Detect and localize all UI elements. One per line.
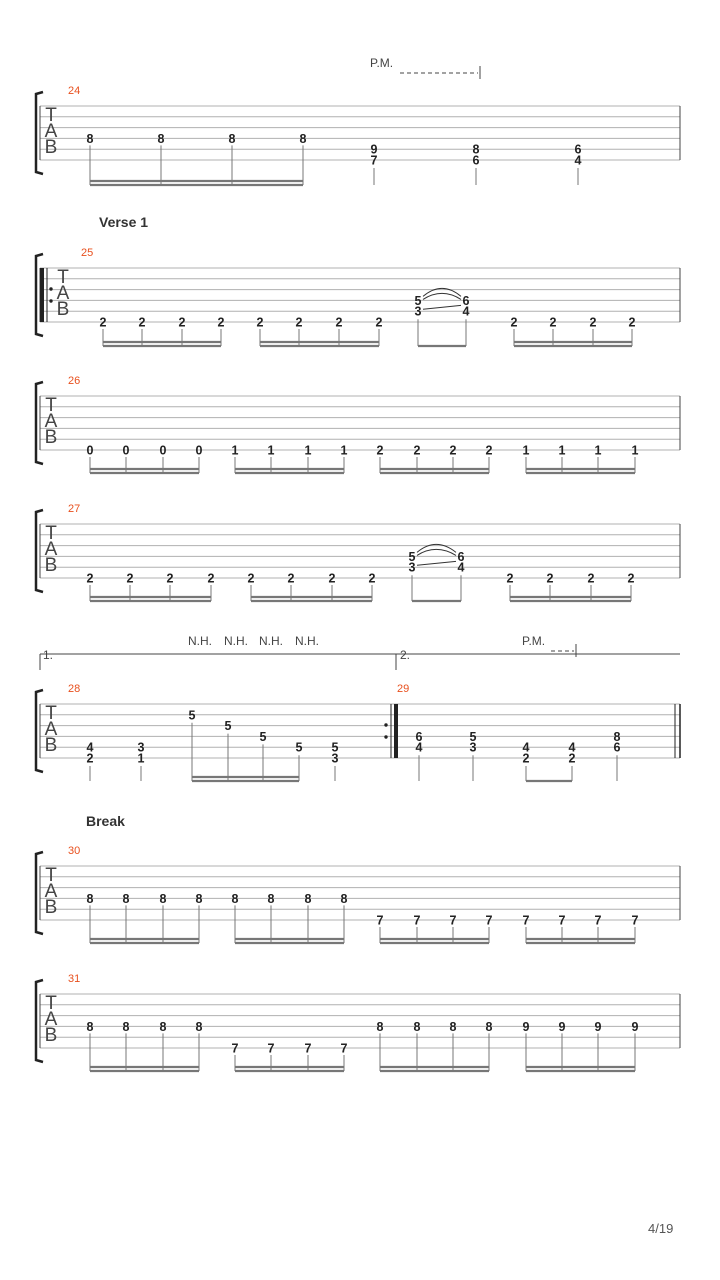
repeat-dot: [49, 287, 52, 290]
fret-number: 0: [86, 443, 94, 458]
fret-number: 2: [178, 315, 186, 330]
measure-number: 29: [397, 683, 410, 695]
fret-number: 6: [457, 549, 465, 564]
repeat-dot: [384, 723, 387, 726]
fret-number: 8: [86, 131, 94, 146]
fret-number: 9: [370, 142, 378, 157]
fret-number: 6: [472, 153, 480, 168]
tab-clef-a: A: [56, 283, 70, 304]
measure-number: 26: [68, 375, 81, 387]
fret-number: 6: [613, 740, 621, 755]
fret-number: 7: [522, 913, 530, 928]
tab-clef-a: A: [44, 121, 58, 142]
fret-number: 8: [472, 142, 480, 157]
fret-number: 8: [122, 1019, 130, 1034]
fret-number: 8: [159, 1019, 167, 1034]
fret-number: 9: [558, 1019, 566, 1034]
fret-number: 1: [304, 443, 312, 458]
fret-number: 5: [331, 740, 339, 755]
fret-number: 2: [449, 443, 457, 458]
fret-number: 7: [449, 913, 457, 928]
fret-number: 3: [469, 740, 477, 755]
fret-number: 2: [295, 315, 303, 330]
fret-number: 8: [304, 891, 312, 906]
tab-clef-b: B: [44, 1025, 58, 1046]
fret-number: 8: [376, 1019, 384, 1034]
slide-line: [423, 305, 461, 309]
fret-number: 5: [259, 729, 267, 744]
tab-clef-a: A: [44, 539, 58, 560]
fret-number: 2: [376, 443, 384, 458]
fret-number: 8: [231, 891, 239, 906]
fret-number: 4: [86, 740, 94, 755]
tab-clef-a: A: [44, 881, 58, 902]
fret-number: 0: [122, 443, 130, 458]
fret-number: 8: [449, 1019, 457, 1034]
tab-clef-a: A: [44, 411, 58, 432]
fret-number: 7: [631, 913, 639, 928]
fret-number: 4: [574, 153, 582, 168]
measure-number: 24: [68, 85, 81, 97]
tab-clef-t: T: [45, 105, 57, 126]
fret-number: 2: [628, 315, 636, 330]
natural-harmonic-label: N.H.: [188, 634, 212, 648]
fret-number: 1: [340, 443, 348, 458]
fret-number: 8: [299, 131, 307, 146]
fret-number: 8: [86, 891, 94, 906]
fret-number: 2: [546, 571, 554, 586]
tab-clef-b: B: [44, 555, 58, 576]
tab-clef-t: T: [57, 267, 69, 288]
fret-number: 1: [631, 443, 639, 458]
fret-number: 7: [485, 913, 493, 928]
fret-number: 5: [408, 549, 416, 564]
fret-number: 8: [159, 891, 167, 906]
repeat-bar-thick: [40, 268, 44, 322]
fret-number: 3: [137, 740, 145, 755]
fret-number: 7: [376, 913, 384, 928]
fret-number: 8: [195, 1019, 203, 1034]
fret-number: 4: [522, 740, 530, 755]
fret-number: 7: [267, 1041, 275, 1056]
fret-number: 8: [157, 131, 165, 146]
fret-number: 3: [414, 304, 422, 319]
tab-clef-b: B: [44, 897, 58, 918]
repeat-dot: [384, 735, 387, 738]
fret-number: 3: [408, 560, 416, 575]
fret-number: 2: [506, 571, 514, 586]
fret-number: 2: [413, 443, 421, 458]
fret-number: 8: [228, 131, 236, 146]
fret-number: 5: [469, 729, 477, 744]
fret-number: 7: [231, 1041, 239, 1056]
volta-1-label: 1.: [43, 648, 54, 662]
fret-number: 2: [86, 751, 94, 766]
fret-number: 7: [304, 1041, 312, 1056]
volta-2-label: 2.: [400, 648, 411, 662]
measure-number: 28: [68, 683, 81, 695]
tab-clef-a: A: [44, 1009, 58, 1030]
fret-number: 2: [587, 571, 595, 586]
fret-number: 2: [207, 571, 215, 586]
repeat-bar-thick: [394, 704, 398, 758]
measure-number: 31: [68, 973, 81, 985]
tab-clef-b: B: [44, 137, 58, 158]
fret-number: 8: [195, 891, 203, 906]
fret-number: 2: [568, 751, 576, 766]
natural-harmonic-label: N.H.: [295, 634, 319, 648]
fret-number: 4: [568, 740, 576, 755]
fret-number: 8: [122, 891, 130, 906]
fret-number: 2: [368, 571, 376, 586]
fret-number: 4: [415, 740, 423, 755]
fret-number: 2: [138, 315, 146, 330]
fret-number: 8: [86, 1019, 94, 1034]
fret-number: 9: [631, 1019, 639, 1034]
tab-clef-t: T: [45, 395, 57, 416]
fret-number: 1: [558, 443, 566, 458]
tab-clef-b: B: [56, 299, 70, 320]
fret-number: 8: [413, 1019, 421, 1034]
fret-number: 2: [166, 571, 174, 586]
fret-number: 5: [188, 708, 196, 723]
tab-clef-t: T: [45, 993, 57, 1014]
fret-number: 7: [413, 913, 421, 928]
repeat-dot: [49, 299, 52, 302]
fret-number: 9: [522, 1019, 530, 1034]
fret-number: 6: [415, 729, 423, 744]
fret-number: 2: [217, 315, 225, 330]
fret-number: 5: [414, 293, 422, 308]
fret-number: 2: [485, 443, 493, 458]
fret-number: 2: [522, 751, 530, 766]
hammer-on-slur: [423, 293, 461, 299]
fret-number: 4: [462, 304, 470, 319]
fret-number: 2: [126, 571, 134, 586]
fret-number: 2: [510, 315, 518, 330]
fret-number: 2: [256, 315, 264, 330]
measure-number: 27: [68, 503, 81, 515]
fret-number: 2: [247, 571, 255, 586]
natural-harmonic-label: N.H.: [259, 634, 283, 648]
tab-clef-b: B: [44, 735, 58, 756]
page-number: 4/19: [648, 1221, 674, 1236]
tab-clef-t: T: [45, 703, 57, 724]
fret-number: 1: [137, 751, 145, 766]
fret-number: 8: [613, 729, 621, 744]
fret-number: 0: [195, 443, 203, 458]
natural-harmonic-label: N.H.: [224, 634, 248, 648]
fret-number: 1: [231, 443, 239, 458]
fret-number: 5: [224, 719, 232, 734]
section-label: Verse 1: [99, 214, 149, 230]
fret-number: 1: [522, 443, 530, 458]
measure-number: 30: [68, 845, 81, 857]
fret-number: 1: [594, 443, 602, 458]
fret-number: 7: [370, 153, 378, 168]
fret-number: 2: [328, 571, 336, 586]
fret-number: 2: [99, 315, 107, 330]
measure-number: 25: [81, 247, 94, 259]
tab-clef-t: T: [45, 865, 57, 886]
fret-number: 7: [558, 913, 566, 928]
slide-line: [417, 561, 456, 565]
fret-number: 5: [295, 740, 303, 755]
fret-number: 2: [627, 571, 635, 586]
palm-mute-label: P.M.: [370, 56, 394, 70]
palm-mute-label: P.M.: [522, 634, 546, 648]
fret-number: 4: [457, 560, 465, 575]
tab-clef-b: B: [44, 427, 58, 448]
section-label: Break: [86, 813, 125, 829]
fret-number: 8: [267, 891, 275, 906]
fret-number: 2: [335, 315, 343, 330]
hammer-on-slur: [417, 549, 456, 555]
tab-clef-t: T: [45, 523, 57, 544]
fret-number: 8: [485, 1019, 493, 1034]
fret-number: 3: [331, 751, 339, 766]
fret-number: 6: [574, 142, 582, 157]
fret-number: 8: [340, 891, 348, 906]
fret-number: 1: [267, 443, 275, 458]
fret-number: 2: [86, 571, 94, 586]
fret-number: 7: [594, 913, 602, 928]
fret-number: 2: [589, 315, 597, 330]
fret-number: 6: [462, 293, 470, 308]
fret-number: 0: [159, 443, 167, 458]
fret-number: 9: [594, 1019, 602, 1034]
fret-number: 2: [287, 571, 295, 586]
tab-clef-a: A: [44, 719, 58, 740]
fret-number: 2: [549, 315, 557, 330]
fret-number: 7: [340, 1041, 348, 1056]
fret-number: 2: [375, 315, 383, 330]
